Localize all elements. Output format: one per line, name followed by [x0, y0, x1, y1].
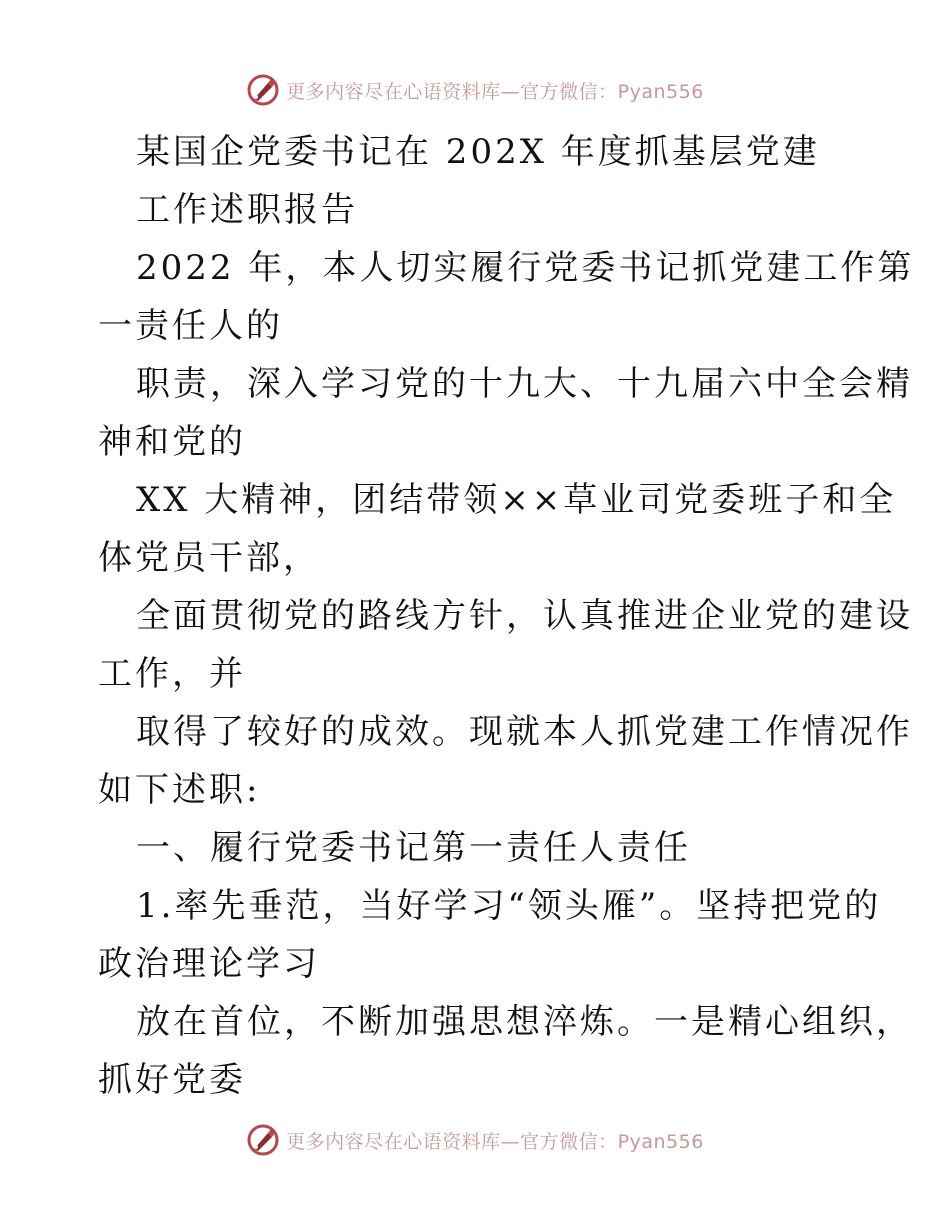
text-line: 体党员干部， — [98, 538, 320, 578]
text-line: 如下述职: — [98, 770, 261, 810]
pen-logo-icon — [246, 73, 280, 107]
watermark-text: 更多内容尽在心语资料库—官方微信：Pyan556 — [286, 1130, 704, 1153]
text-line: 取得了较好的成效。现就本人抓党建工作情况作 — [136, 712, 913, 752]
text-line: 工作，并 — [98, 654, 246, 694]
pen-logo-icon — [246, 1123, 280, 1157]
document-body — [98, 123, 915, 1109]
text-line: XX 大精神，团结带领××草业司党委班子和全 — [136, 480, 897, 520]
text-line: 放在首位，不断加强思想淬炼。一是精心组织， — [136, 1002, 913, 1042]
header-watermark — [0, 70, 950, 110]
watermark-text: 更多内容尽在心语资料库—官方微信：Pyan556 — [286, 80, 704, 103]
text-line: 某国企党委书记在 202X 年度抓基层党建 — [136, 132, 820, 172]
text-line: 一责任人的 — [98, 306, 283, 346]
footer-watermark — [0, 1120, 950, 1160]
text-line: 工作述职报告 — [136, 190, 358, 230]
text-line: 2022 年，本人切实履行党委书记抓党建工作第 — [136, 248, 915, 288]
text-line: 政治理论学习 — [98, 944, 320, 984]
text-line: 神和党的 — [98, 422, 246, 462]
text-line: 1.率先垂范，当好学习“领头雁”。坚持把党的 — [136, 886, 882, 926]
text-line: 一、履行党委书记第一责任人责任 — [136, 828, 691, 868]
text-line: 抓好党委 — [98, 1060, 246, 1100]
text-line: 全面贯彻党的路线方针，认真推进企业党的建设 — [136, 596, 913, 636]
text-line: 职责，深入学习党的十九大、十九届六中全会精 — [136, 364, 913, 404]
